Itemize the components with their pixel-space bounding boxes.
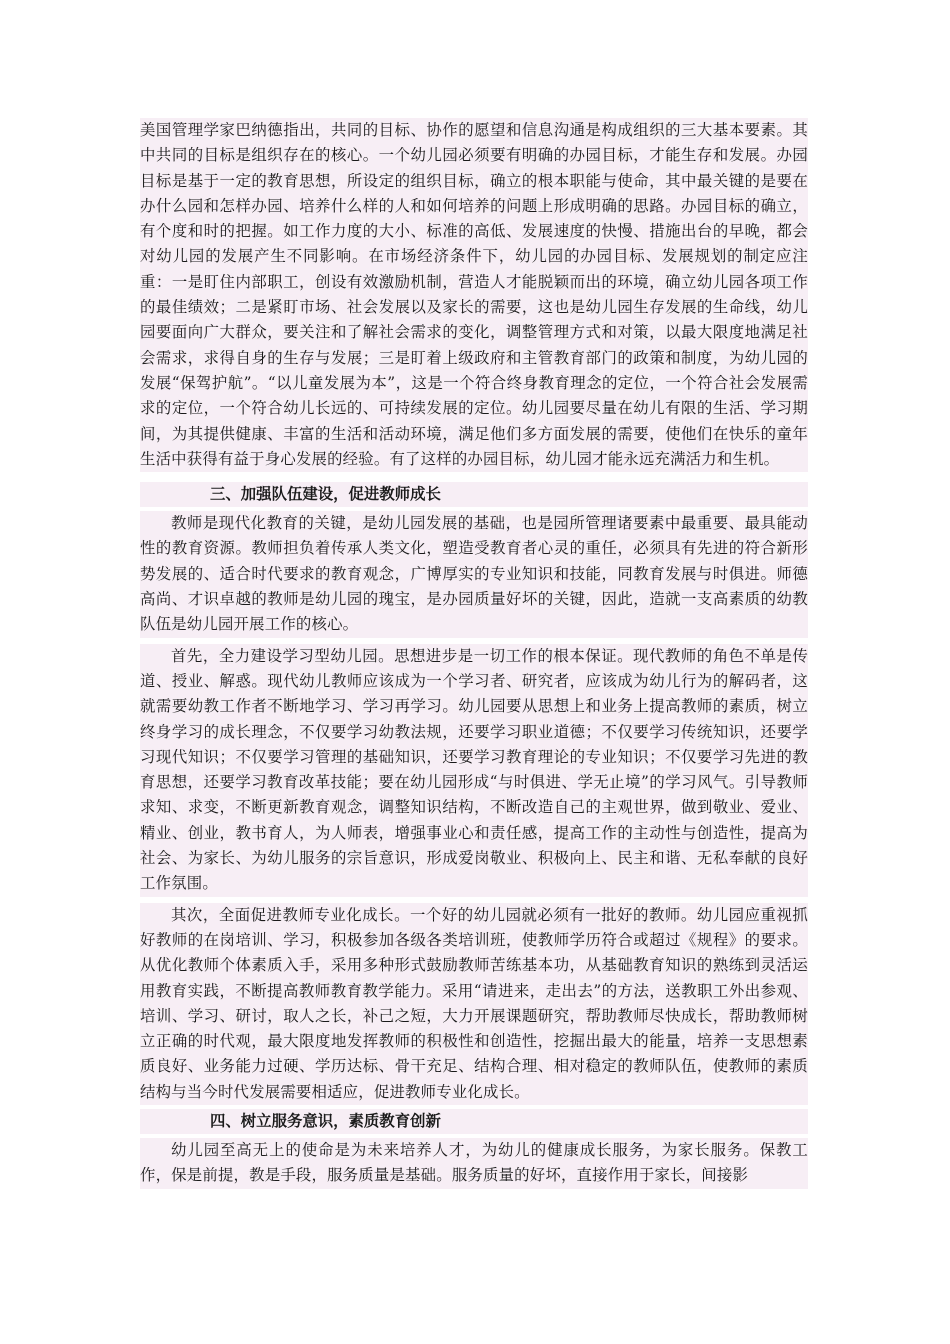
paragraph-teachers-key: 教师是现代化教育的关键，是幼儿园发展的基础，也是园所管理诸要素中最重要、最具能动性的教育资源。教师担负着传承人类文化，塑造受教育者心灵的重任，必须具有先进的符合新形势发展的、适合时代要求的教育观念，广博厚实的专业知识和技能，同教育发展与时俱进。师德高尚、才识卓越的教师是幼儿园的瑰宝，是办园质量好坏的关键，因此，造就一支高素质的幼教队伍是幼儿园开展工作的核心。	[140, 511, 808, 637]
paragraph-learning-kindergarten: 首先，全力建设学习型幼儿园。思想进步是一切工作的根本保证。现代教师的角色不单是传道、授业、解惑。现代幼儿教师应该成为一个学习者、研究者，应该成为幼儿行为的解码者，这就需要幼教工作者不断地学习、学习再学习。幼儿园要从思想上和业务上提高教师的素质，树立终身学习的成长理念，不仅要学习幼教法规，还要学习职业道德；不仅要学习传统知识，还要学习现代知识；不仅要学习管理的基础知识，还要学习教育理论的专业知识；不仅要学习先进的教育思想，还要学习教育改革技能；要在幼儿园形成“与时俱进、学无止境”的学习风气。引导教师求知、求变，不断更新教育观念，调整知识结构，不断改造自己的主观世界，做到敬业、爱业、精业、创业，教书育人，为人师表，增强事业心和责任感，提高工作的主动性与创造性，提高为社会、为家长、为幼儿服务的宗旨意识，形成爱岗敬业、积极向上、民主和谐、无私奉献的良好工作氛围。	[140, 644, 808, 897]
document-page	[140, 118, 808, 1189]
spacer	[140, 472, 808, 478]
paragraph-professional-growth: 其次，全面促进教师专业化成长。一个好的幼儿园就必须有一批好的教师。幼儿园应重视抓好教师的在岗培训、学习，积极参加各级各类培训班，使教师学历符合或超过《规程》的要求。从优化教师个体素质入手，采用多种形式鼓励教师苦练基本功，从基础教育知识的熟练到灵活运用教育实践，不断提高教师教育教学能力。采用“请进来，走出去”的方法，送教职工外出参观、培训、学习、研讨，取人之长，补己之短，大力开展课题研究，帮助教师尽快成长，帮助教师树立正确的时代观，最大限度地发挥教师的积极性和创造性，挖掘出最大的能量，培养一支思想素质良好、业务能力过硬、学历达标、骨干充足、结构合理、相对稳定的教师队伍，使教师的素质结构与当今时代发展需要相适应，促进教师专业化成长。	[140, 903, 808, 1105]
paragraph-goals: 美国管理学家巴纳德指出，共同的目标、协作的愿望和信息沟通是构成组织的三大基本要素。其中共同的目标是组织存在的核心。一个幼儿园必须要有明确的办园目标，才能生存和发展。办园目标是基于一定的教育思想，所设定的组织目标，确立的根本职能与使命，其中最关键的是要在办什么园和怎样办园、培养什么样的人和如何培养的问题上形成明确的思路。办园目标的确立，有个度和时的把握。如工作力度的大小、标准的高低、发展速度的快慢、措施出台的早晚，都会对幼儿园的发展产生不同影响。在市场经济条件下，幼儿园的办园目标、发展规划的制定应注重：一是盯住内部职工，创设有效激励机制，营造人才能脱颖而出的环境，确立幼儿园各项工作的最佳绩效；二是紧盯市场、社会发展以及家长的需要，这也是幼儿园生存发展的生命线，幼儿园要面向广大群众，要关注和了解社会需求的变化，调整管理方式和对策，以最大限度地满足社会需求，求得自身的生存与发展；三是盯着上级政府和主管教育部门的政策和制度，为幼儿园的发展“保驾护航”。“以儿童发展为本”，这是一个符合终身教育理念的定位，一个符合社会发展需求的定位，一个符合幼儿长远的、可持续发展的定位。幼儿园要尽量在幼儿有限的生活、学习期间，为其提供健康、丰富的生活和活动环境，满足他们多方面发展的需要，使他们在快乐的童年生活中获得有益于身心发展的经验。有了这样的办园目标，幼儿园才能永远充满活力和生机。	[140, 118, 808, 472]
paragraph-service: 幼儿园至高无上的使命是为未来培养人才，为幼儿的健康成长服务，为家长服务。保教工作，保是前提，教是手段，服务质量是基础。服务质量的好坏，直接作用于家长，间接影	[140, 1138, 808, 1189]
section-heading-4: 四、树立服务意识，素质教育创新	[140, 1109, 808, 1134]
section-heading-3: 三、加强队伍建设，促进教师成长	[140, 482, 808, 507]
